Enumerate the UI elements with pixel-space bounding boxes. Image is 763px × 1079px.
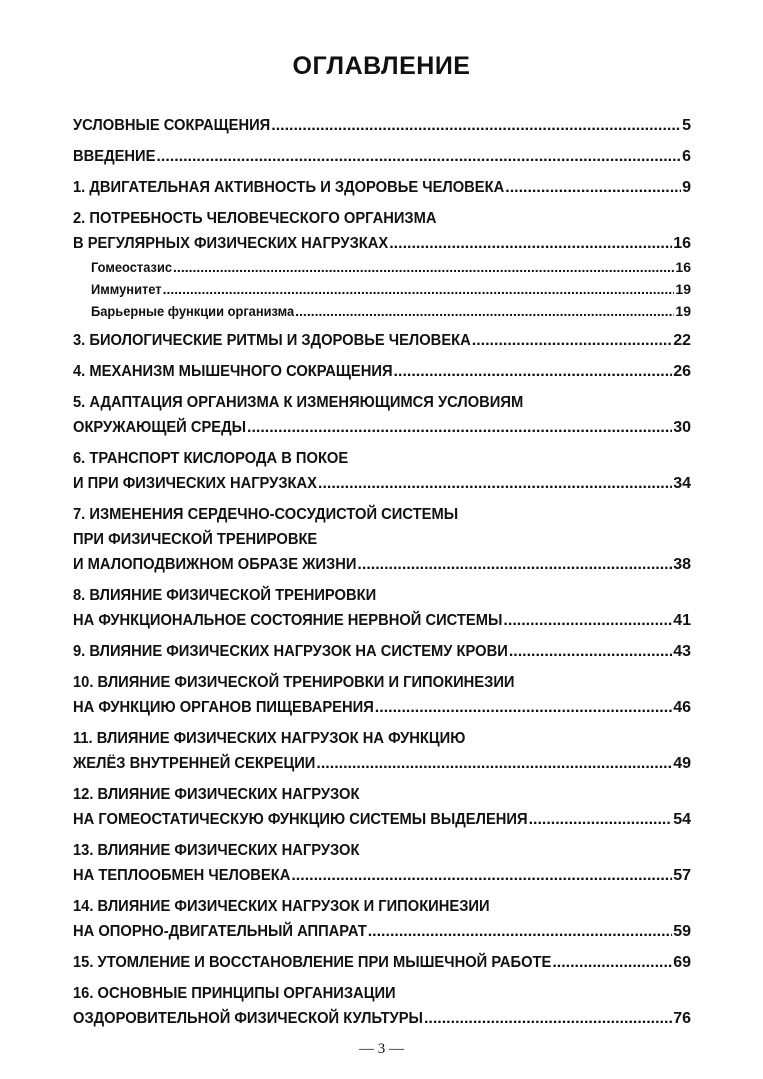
toc-entry-title-line: 10. ВЛИЯНИЕ ФИЗИЧЕСКОЙ ТРЕНИРОВКИ И ГИПОКИНЕЗИИ bbox=[73, 674, 515, 691]
toc-entry-title: В РЕГУЛЯРНЫХ ФИЗИЧЕСКИХ НАГРУЗКАХ bbox=[73, 235, 389, 252]
dot-leader bbox=[173, 256, 674, 278]
toc-entry-title-line: 12. ВЛИЯНИЕ ФИЗИЧЕСКИХ НАГРУЗОК bbox=[73, 786, 360, 803]
toc-subentry-row[interactable] bbox=[73, 300, 691, 322]
toc-page-number: 34 bbox=[673, 475, 691, 492]
toc-page-number: 26 bbox=[673, 363, 691, 380]
toc-entry-title-line: 6. ТРАНСПОРТ КИСЛОРОДА В ПОКОЕ bbox=[73, 450, 349, 467]
toc-entry-title-line: 8. ВЛИЯНИЕ ФИЗИЧЕСКОЙ ТРЕНИРОВКИ bbox=[73, 587, 377, 604]
toc-page-number: 22 bbox=[673, 332, 691, 349]
dot-leader bbox=[552, 950, 672, 975]
toc-entry-row[interactable] bbox=[73, 415, 691, 440]
page-title: ОГЛАВЛЕНИЕ bbox=[292, 52, 471, 80]
dot-leader bbox=[375, 695, 672, 720]
dot-leader bbox=[529, 807, 673, 832]
toc-entry-title: 3. БИОЛОГИЧЕСКИЕ РИТМЫ И ЗДОРОВЬЕ ЧЕЛОВЕКА bbox=[73, 332, 471, 349]
toc-page-number: 16 bbox=[675, 259, 691, 275]
table-of-contents bbox=[73, 113, 691, 1037]
page-number: — 3 — bbox=[359, 1041, 404, 1057]
toc-entry-title: ЖЕЛЁЗ ВНУТРЕННЕЙ СЕКРЕЦИИ bbox=[73, 755, 316, 772]
toc-entry-row[interactable] bbox=[73, 552, 691, 577]
toc-entry bbox=[73, 950, 691, 975]
toc-entry-title-line: 5. АДАПТАЦИЯ ОРГАНИЗМА К ИЗМЕНЯЮЩИМСЯ УСЛОВИЯМ bbox=[73, 394, 524, 411]
toc-entry-title-line: 14. ВЛИЯНИЕ ФИЗИЧЕСКИХ НАГРУЗОК И ГИПОКИНЕЗИИ bbox=[73, 898, 490, 915]
dot-leader bbox=[163, 278, 675, 300]
toc-page-number: 46 bbox=[673, 699, 691, 716]
toc-entry bbox=[73, 639, 691, 664]
toc-entry bbox=[73, 175, 691, 200]
toc-entry bbox=[73, 670, 691, 720]
toc-subentries bbox=[73, 256, 691, 322]
toc-entry-title: 15. УТОМЛЕНИЕ И ВОССТАНОВЛЕНИЕ ПРИ МЫШЕЧНОЙ РАБОТЕ bbox=[73, 954, 552, 971]
toc-entry-title-line: 11. ВЛИЯНИЕ ФИЗИЧЕСКИХ НАГРУЗОК НА ФУНКЦИЮ bbox=[73, 730, 466, 747]
toc-page-number: 38 bbox=[673, 556, 691, 573]
toc-page-number: 5 bbox=[682, 117, 691, 134]
dot-leader bbox=[156, 144, 681, 169]
dot-leader bbox=[316, 751, 672, 776]
toc-entry bbox=[73, 726, 691, 776]
toc-entry-title-line: 2. ПОТРЕБНОСТЬ ЧЕЛОВЕЧЕСКОГО ОРГАНИЗМА bbox=[73, 210, 437, 227]
toc-subentry-row[interactable] bbox=[73, 256, 691, 278]
dot-leader bbox=[295, 300, 674, 322]
dot-leader bbox=[509, 639, 672, 664]
toc-entry bbox=[73, 502, 691, 577]
toc-entry-row[interactable] bbox=[73, 807, 691, 832]
toc-subentry-title: Гомеостазис bbox=[91, 259, 173, 275]
dot-leader bbox=[505, 175, 681, 200]
toc-entry-title: НА ГОМЕОСТАТИЧЕСКУЮ ФУНКЦИЮ СИСТЕМЫ ВЫДЕЛЕНИЯ bbox=[73, 811, 528, 828]
toc-entry-title: 1. ДВИГАТЕЛЬНАЯ АКТИВНОСТЬ И ЗДОРОВЬЕ ЧЕЛОВЕКА bbox=[73, 179, 505, 196]
toc-entry-row[interactable] bbox=[73, 231, 691, 256]
toc-entry-title: ВВЕДЕНИЕ bbox=[73, 148, 156, 165]
dot-leader bbox=[357, 552, 672, 577]
toc-page-number: 49 bbox=[673, 755, 691, 772]
toc-entry bbox=[73, 838, 691, 888]
toc-entry-title: НА ТЕПЛООБМЕН ЧЕЛОВЕКА bbox=[73, 867, 291, 884]
toc-entry-row[interactable] bbox=[73, 471, 691, 496]
toc-entry bbox=[73, 206, 691, 322]
toc-entry-title: УСЛОВНЫЕ СОКРАЩЕНИЯ bbox=[73, 117, 271, 134]
toc-entry-title: НА ОПОРНО-ДВИГАТЕЛЬНЫЙ АППАРАТ bbox=[73, 923, 367, 940]
toc-entry-title: 9. ВЛИЯНИЕ ФИЗИЧЕСКИХ НАГРУЗОК НА СИСТЕМУ КРОВИ bbox=[73, 643, 508, 660]
toc-entry-row[interactable] bbox=[73, 950, 691, 975]
toc-entry-title-line: ПРИ ФИЗИЧЕСКОЙ ТРЕНИРОВКЕ bbox=[73, 531, 318, 548]
dot-leader bbox=[291, 863, 672, 888]
toc-entry-row[interactable] bbox=[73, 175, 691, 200]
toc-entry-title: 4. МЕХАНИЗМ МЫШЕЧНОГО СОКРАЩЕНИЯ bbox=[73, 363, 393, 380]
toc-entry-title: И МАЛОПОДВИЖНОМ ОБРАЗЕ ЖИЗНИ bbox=[73, 556, 357, 573]
toc-page-number: 16 bbox=[673, 235, 691, 252]
dot-leader bbox=[389, 231, 672, 256]
dot-leader bbox=[503, 608, 672, 633]
toc-entry bbox=[73, 782, 691, 832]
toc-page-number: 6 bbox=[682, 148, 691, 165]
toc-page-number: 30 bbox=[673, 419, 691, 436]
toc-entry-row[interactable] bbox=[73, 608, 691, 633]
toc-entry-title-line: 13. ВЛИЯНИЕ ФИЗИЧЕСКИХ НАГРУЗОК bbox=[73, 842, 360, 859]
toc-entry-title: ОЗДОРОВИТЕЛЬНОЙ ФИЗИЧЕСКОЙ КУЛЬТУРЫ bbox=[73, 1010, 423, 1027]
dot-leader bbox=[247, 415, 672, 440]
toc-entry-title: ОКРУЖАЮЩЕЙ СРЕДЫ bbox=[73, 419, 246, 436]
toc-subentry-row[interactable] bbox=[73, 278, 691, 300]
toc-entry-row[interactable] bbox=[73, 919, 691, 944]
toc-entry-row[interactable] bbox=[73, 328, 691, 353]
toc-entry bbox=[73, 894, 691, 944]
toc-entry-title: НА ФУНКЦИОНАЛЬНОЕ СОСТОЯНИЕ НЕРВНОЙ СИСТЕМЫ bbox=[73, 612, 503, 629]
toc-entry-title: НА ФУНКЦИЮ ОРГАНОВ ПИЩЕВАРЕНИЯ bbox=[73, 699, 374, 716]
toc-page-number: 41 bbox=[673, 612, 691, 629]
toc-page-number: 69 bbox=[673, 954, 691, 971]
toc-entry-title-line: 16. ОСНОВНЫЕ ПРИНЦИПЫ ОРГАНИЗАЦИИ bbox=[73, 985, 396, 1002]
toc-subentry-title: Иммунитет bbox=[91, 281, 162, 297]
toc-page-number: 19 bbox=[675, 303, 691, 319]
toc-entry bbox=[73, 144, 691, 169]
toc-entry bbox=[73, 390, 691, 440]
toc-page-number: 54 bbox=[673, 811, 691, 828]
toc-entry bbox=[73, 113, 691, 138]
toc-entry-row[interactable] bbox=[73, 751, 691, 776]
toc-entry bbox=[73, 446, 691, 496]
toc-page-number: 76 bbox=[673, 1010, 691, 1027]
toc-entry-row[interactable] bbox=[73, 359, 691, 384]
dot-leader bbox=[271, 113, 681, 138]
toc-entry-row[interactable] bbox=[73, 695, 691, 720]
toc-entry-title-line: 7. ИЗМЕНЕНИЯ СЕРДЕЧНО-СОСУДИСТОЙ СИСТЕМЫ bbox=[73, 506, 459, 523]
dot-leader bbox=[368, 919, 672, 944]
toc-entry bbox=[73, 328, 691, 353]
toc-entry-row[interactable] bbox=[73, 863, 691, 888]
toc-entry bbox=[73, 359, 691, 384]
dot-leader bbox=[424, 1006, 672, 1031]
toc-entry bbox=[73, 981, 691, 1031]
dot-leader bbox=[394, 359, 673, 384]
toc-entry-row[interactable] bbox=[73, 144, 691, 169]
toc-page-number: 9 bbox=[682, 179, 691, 196]
dot-leader bbox=[318, 471, 672, 496]
dot-leader bbox=[472, 328, 672, 353]
toc-page-number: 19 bbox=[675, 281, 691, 297]
toc-entry bbox=[73, 583, 691, 633]
toc-entry-row[interactable] bbox=[73, 639, 691, 664]
toc-page-number: 57 bbox=[673, 867, 691, 884]
toc-entry-row[interactable] bbox=[73, 113, 691, 138]
toc-subentry-title: Барьерные функции организма bbox=[91, 303, 295, 319]
toc-entry-title: И ПРИ ФИЗИЧЕСКИХ НАГРУЗКАХ bbox=[73, 475, 317, 492]
toc-page-number: 59 bbox=[673, 923, 691, 940]
toc-page-number: 43 bbox=[673, 643, 691, 660]
toc-entry-row[interactable] bbox=[73, 1006, 691, 1031]
